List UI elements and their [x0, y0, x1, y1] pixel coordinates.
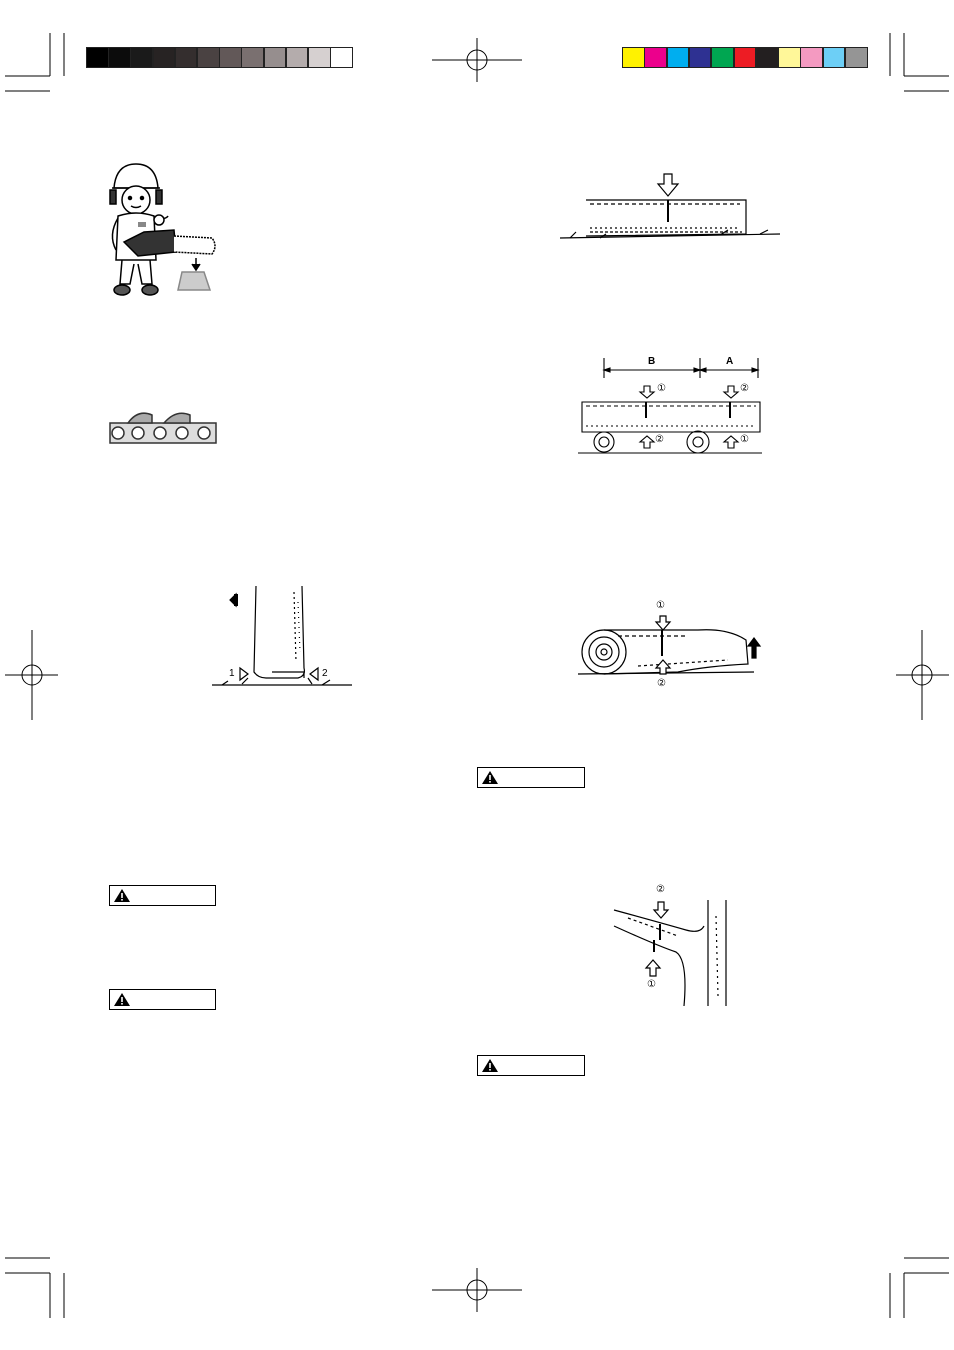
- warning-box-right-2: [477, 1055, 585, 1076]
- dimension-label-a: A: [726, 356, 734, 367]
- color-swatch: [845, 47, 868, 68]
- warning-triangle-icon: [482, 771, 498, 784]
- chainsaw-operator-illustration: [104, 160, 224, 300]
- support-top-left-mark: ①: [657, 383, 666, 394]
- gray-swatch: [286, 47, 309, 68]
- warning-triangle-icon: [482, 1059, 498, 1072]
- color-swatch: [667, 47, 690, 68]
- color-swatch: [711, 47, 734, 68]
- limb-bottom-mark: ①: [647, 979, 656, 990]
- gray-swatch: [130, 47, 153, 68]
- log-on-supports-cut-illustration: [578, 352, 766, 458]
- color-swatch: [622, 47, 645, 68]
- gray-swatch: [219, 47, 242, 68]
- log-end-bottom-mark: ②: [657, 678, 666, 689]
- limb-top-mark: ②: [656, 884, 665, 895]
- gray-swatch: [264, 47, 287, 68]
- warning-box-left-1: [109, 885, 216, 906]
- dimension-label-b: B: [648, 356, 656, 367]
- log-end-view-cut-illustration: [578, 612, 768, 680]
- support-bottom-right-mark: ①: [740, 434, 749, 445]
- gray-swatch: [197, 47, 220, 68]
- color-swatch: [644, 47, 667, 68]
- gray-swatch: [308, 47, 331, 68]
- color-swatch: [689, 47, 712, 68]
- color-swatch: [778, 47, 801, 68]
- gray-swatch: [153, 47, 176, 68]
- grayscale-bar: [0, 0, 954, 80]
- color-swatch: [734, 47, 757, 68]
- support-bottom-left-mark: ②: [655, 434, 664, 445]
- gray-swatch: [108, 47, 131, 68]
- color-swatch: [823, 47, 846, 68]
- warning-triangle-icon: [114, 993, 130, 1006]
- log-end-top-mark: ①: [656, 600, 665, 611]
- gray-swatch: [330, 47, 353, 68]
- felling-cut-2-label: 2: [322, 668, 328, 679]
- log-on-ground-cut-illustration: [560, 172, 782, 248]
- warning-triangle-icon: [114, 889, 130, 902]
- limb-cutting-illustration: [608, 896, 734, 1010]
- gray-swatch: [241, 47, 264, 68]
- warning-box-right-1: [477, 767, 585, 788]
- color-swatch: [800, 47, 823, 68]
- warning-box-left-2: [109, 989, 216, 1010]
- gray-swatch: [86, 47, 109, 68]
- color-swatch: [756, 47, 779, 68]
- saw-chain-illustration: [106, 405, 220, 449]
- support-top-right-mark: ②: [740, 383, 749, 394]
- gray-swatch: [175, 47, 198, 68]
- felling-cut-1-label: 1: [229, 668, 235, 679]
